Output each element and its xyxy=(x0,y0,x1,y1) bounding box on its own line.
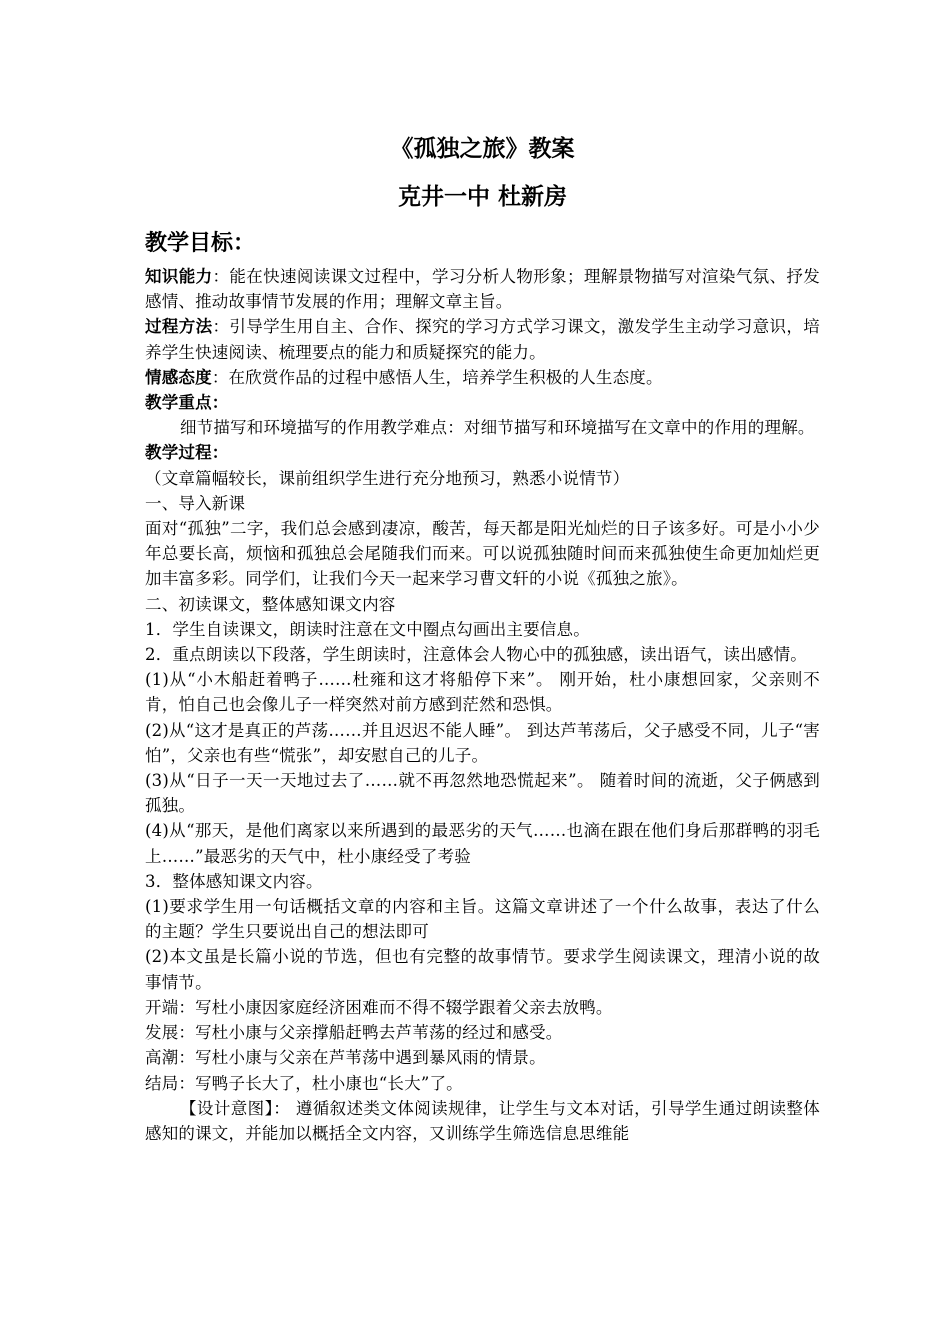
paragraph: 1．学生自读课文，朗读时注意在文中圈点勾画出主要信息。 xyxy=(145,619,590,639)
paragraph: (3)从“日子一天一天地过去了……就不再忽然地恐慌起来”。 随着时间的流逝，父子俩感到孤独。 xyxy=(145,771,820,816)
document-title: 《孤独之旅》教案 xyxy=(390,135,575,162)
goal-emotion-label: 情感态度 xyxy=(145,367,212,387)
design-intent: 【设计意图】： 遵循叙述类文体阅读规律，让学生与文本对话，引导学生通过朗读整体感知的课文，并能加以概括全文内容，又训练学生筛选信息思维能 xyxy=(145,1098,820,1143)
paragraph: 3．整体感知课文内容。 xyxy=(145,871,323,891)
goal-emotion-text: ：在欣赏作品的过程中感悟人生，培养学生积极的人生态度。 xyxy=(211,367,663,387)
goal-process xyxy=(145,314,820,364)
document-author: 克井一中 杜新房 xyxy=(397,183,567,210)
paragraph: 一、导入新课 xyxy=(145,493,246,513)
key-heading: 教学重点： xyxy=(145,393,229,413)
paragraph: (1)从“小木船赶着鸭子……杜雍和这才将船停下来”。 刚开始，杜小康想回家，父亲则不肯，怕自己也会像儿子一样突然对前方感到茫然和恐惧。 xyxy=(145,670,820,715)
paragraph: （文章篇幅较长，课前组织学生进行充分地预习，熟悉小说情节） xyxy=(145,468,630,488)
key-text: 细节描写和环境描写的作用教学难点：对细节描写和环境描写在文章中的作用的理解。 xyxy=(180,418,815,438)
paragraph: (1)要求学生用一句话概括文章的内容和主旨。这篇文章讲述了一个什么故事，表达了什么的主题？学生只要说出自己的想法即可 xyxy=(145,897,820,942)
goal-emotion xyxy=(145,365,820,390)
goal-knowledge xyxy=(145,264,820,314)
goal-knowledge-label: 知识能力 xyxy=(145,267,213,286)
paragraph: 2．重点朗读以下段落，学生朗读时，注意体会人物心中的孤独感，读出语气，读出感情。 xyxy=(145,645,807,665)
goal-knowledge-text: ：能在快速阅读课文过程中，学习分析人物形象；理解景物描写对渲染气氛、抒发感情、推动故事情节发展的作用；理解文章主旨。 xyxy=(145,267,820,312)
process-heading: 教学过程： xyxy=(145,443,229,463)
paragraph: 高潮：写杜小康与父亲在芦苇荡中遇到暴风雨的情景。 xyxy=(145,1048,546,1068)
paragraph: 二、初读课文，整体感知课文内容 xyxy=(145,594,396,614)
paragraph: 结局：写鸭子长大了，杜小康也“长大”了。 xyxy=(145,1073,463,1093)
paragraph: (4)从“那天，是他们离家以来所遇到的最恶劣的天气……也滴在跟在他们身后那群鸭的羽毛上……”最恶劣的天气中，杜小康经受了考验 xyxy=(145,821,820,866)
paragraph: (2)从“这才是真正的芦荡……并且迟迟不能人睡”。 到达芦苇荡后，父子感受不同，儿子“害怕”，父亲也有些“慌张”，却安慰自己的儿子。 xyxy=(145,720,820,765)
goals-heading: 教学目标： xyxy=(145,230,256,256)
goal-process-text: ：引导学生用自主、合作、探究的学习方式学习课文，激发学生主动学习意识，培养学生快速阅读、梳理要点的能力和质疑探究的能力。 xyxy=(145,317,820,362)
goal-process-label: 过程方法 xyxy=(145,317,213,337)
paragraph: 面对“孤独”二字，我们总会感到凄凉，酸苦，每天都是阳光灿烂的日子该多好。可是小小少年总要长高，烦恼和孤独总会尾随我们而来。可以说孤独随时间而来孤独使生命更加灿烂更加丰富多彩。同学们，让我们今天一起来学习曹文轩的小说《孤独之旅》。 xyxy=(145,519,820,589)
paragraph: 开端：写杜小康因家庭经济困难而不得不辍学跟着父亲去放鸭。 xyxy=(145,997,613,1017)
paragraph: (2)本文虽是长篇小说的节选，但也有完整的故事情节。要求学生阅读课文，理清小说的故事情节。 xyxy=(145,947,820,992)
paragraph: 发展：写杜小康与父亲撑船赶鸭去芦苇荡的经过和感受。 xyxy=(145,1023,563,1043)
